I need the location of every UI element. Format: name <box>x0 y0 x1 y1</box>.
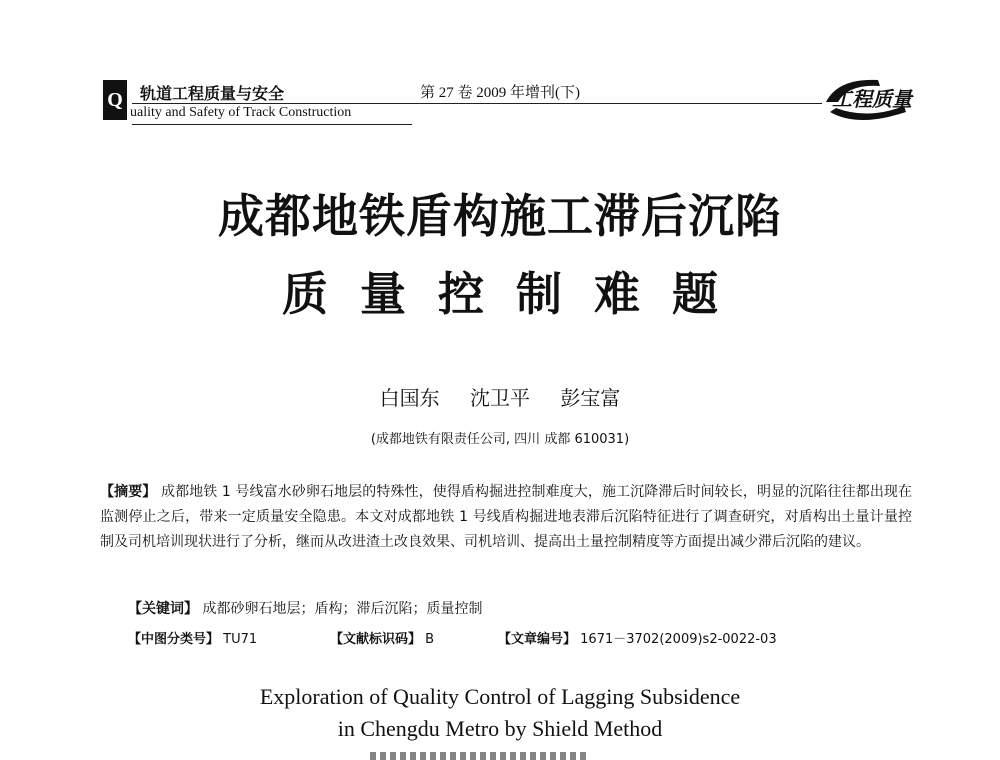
journal-badge: Q <box>103 80 127 120</box>
author-3: 彭宝富 <box>560 386 621 410</box>
english-title-line1: Exploration of Quality Control of Lagging Subsidence <box>259 684 741 709</box>
doc-value: B <box>425 632 435 647</box>
keywords-label: 【关键词】 <box>128 601 198 617</box>
abstract-label: 【摘要】 <box>100 484 157 500</box>
clc-label: 【中图分类号】 <box>128 632 220 647</box>
logo-text: 工程质量 <box>832 87 912 111</box>
doc-label: 【文献标识码】 <box>330 632 422 647</box>
header-rule-short <box>132 124 412 125</box>
paper-title-line2: 质量控制难题 <box>282 267 750 321</box>
clc-value: TU71 <box>223 632 258 647</box>
journal-volume: 第 27 卷 2009 年增刊(下) <box>420 85 580 101</box>
affiliation: (成都地铁有限责任公司, 四川 成都 610031) <box>370 432 630 447</box>
article-value: 1671－3702(2009)s2-0022-03 <box>580 632 777 647</box>
journal-title-cn: 轨道工程质量与安全 <box>140 84 285 103</box>
article-number <box>498 628 777 647</box>
paper-title-line1: 成都地铁盾构施工滞后沉陷 <box>218 189 782 243</box>
journal-title-en: uality and Safety of Track Construction <box>130 105 352 120</box>
article-label: 【文章编号】 <box>498 632 577 647</box>
abstract <box>100 480 912 555</box>
header-rule <box>132 103 822 104</box>
keywords <box>128 598 482 618</box>
abstract-text: 成都地铁 1 号线富水砂卵石地层的特殊性，使得盾构掘进控制难度大，施工沉降滞后时间较长，明显的沉陷往往都出现在监测停止之后，带来一定质量安全隐患。本文对成都地铁 1 号线盾构掘进地表滞后沉陷特征进行了调查研究，对盾构出土量计量控制及司机培训现状进行了分析，继而从改进渣土改良效果、司机培训、提高出土量控制精度等方面提出减少滞后沉陷的建议。 <box>100 484 913 550</box>
clc-number <box>128 628 257 647</box>
author-1: 白国东 <box>379 386 440 410</box>
author-2: 沈卫平 <box>470 386 530 410</box>
keywords-text: 成都砂卵石地层；盾构；滞后沉陷；质量控制 <box>202 601 483 617</box>
doc-code <box>330 628 434 647</box>
english-title-line2: in Chengdu Metro by Shield Method <box>337 716 663 741</box>
authors <box>0 382 1000 411</box>
quality-logo-icon <box>818 72 918 128</box>
cropped-text-line <box>370 752 590 760</box>
